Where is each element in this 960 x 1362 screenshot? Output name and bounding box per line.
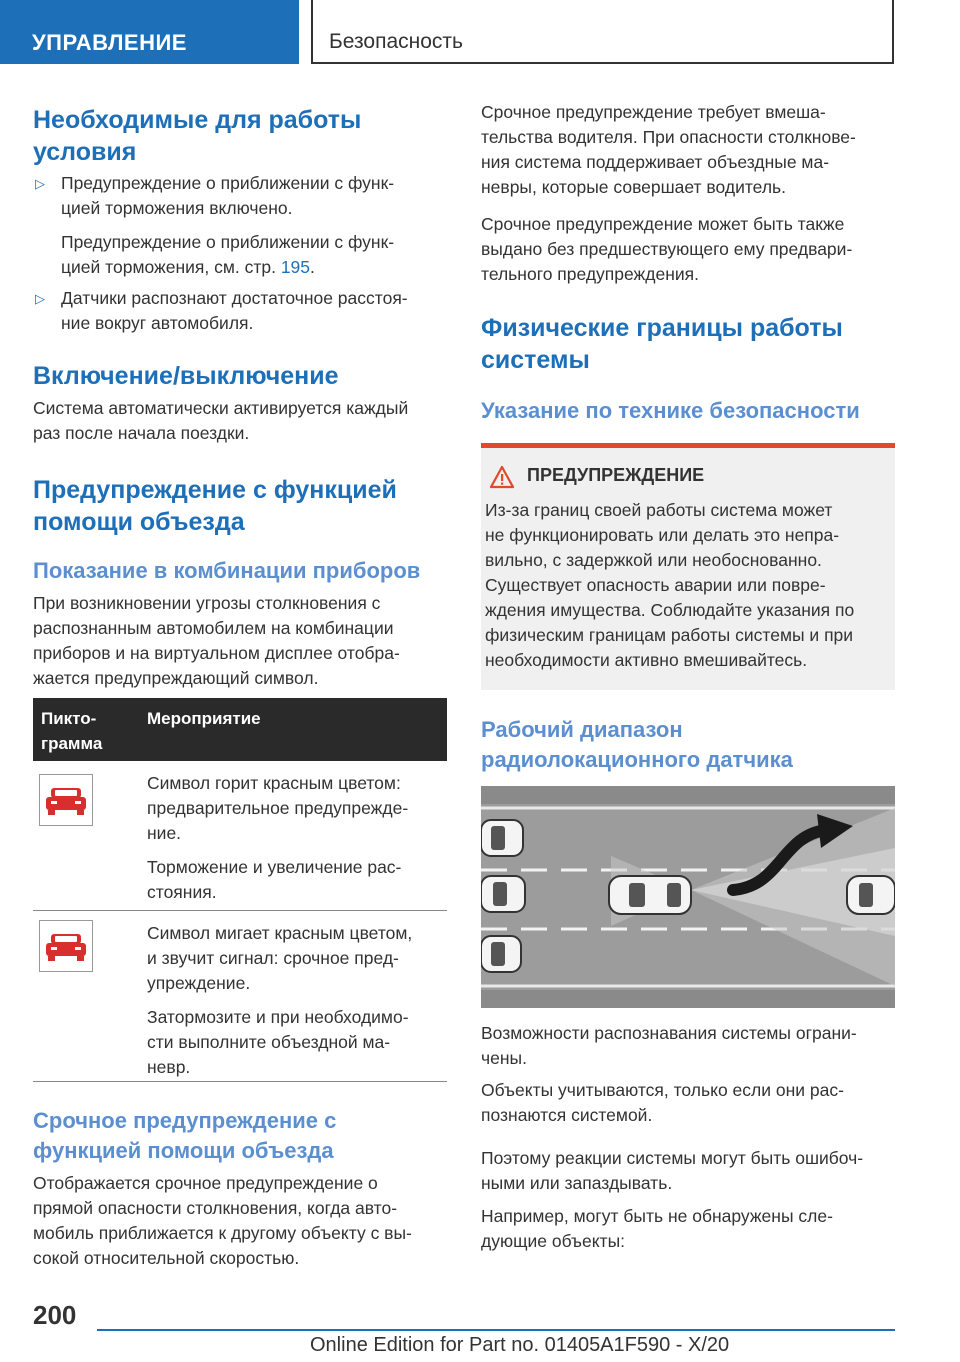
- chapter-title: Безопасность: [329, 30, 463, 53]
- warning-text: Из-за границ своей работы система может не функционировать или делать это непра- вильно, с задержкой или необоснованно. Существует опасность аварии или повре- ждения имущества. Соблюдайте указания по физическим границам работы системы и при необходимости активно вмешивайтесь.: [485, 500, 855, 670]
- radar-paragraph-2: Объекты учитываются, только если они рас- познаются системой.: [481, 1080, 844, 1125]
- page-link[interactable]: 195: [280, 257, 311, 277]
- radar-range-illustration: [481, 786, 895, 1008]
- heading-conditions: Необходимые для работы условия: [33, 106, 362, 166]
- bullet-triangle-icon: ▷: [35, 176, 45, 191]
- heading-onoff: Включение/выключение: [33, 362, 339, 390]
- page-number: 200: [33, 1300, 77, 1330]
- warning-triangle-icon: [489, 465, 515, 494]
- display-text: При возникновении угрозы столкновения с распознанным автомобилем на комбинации приборов и на виртуальном дисплее отобра- жается предупреждающий символ.: [33, 593, 400, 688]
- section-title: УПРАВЛЕНИЕ: [32, 30, 187, 55]
- heading-radar: Рабочий диапазон радиолокационного датчика: [481, 717, 793, 772]
- table-row-2-text: Символ мигает красным цветом, и звучит сигнал: срочное пред- упреждение. Затормозите и при необходимо- сти выполните объездной ма- невр.: [147, 923, 413, 1077]
- urgent-text: Отображается срочное предупреждение о прямой опасности столкновения, когда авто- мобиль приближается к другому объекту с вы- сокой относительной скоростью.: [33, 1173, 412, 1268]
- footer-divider: [97, 1329, 895, 1331]
- table-header: [33, 698, 447, 761]
- warning-box: [481, 443, 895, 690]
- table-divider: [33, 910, 447, 911]
- urgent-paragraph-1: Срочное предупреждение требует вмеша- тельства водителя. При опасности столкнове- ния система поддерживает объездные ма- невры, которые совершает водитель.: [481, 102, 856, 197]
- car-warning-icon: [39, 774, 93, 826]
- heading-safety: Указание по технике безопасности: [481, 398, 860, 423]
- heading-display: Показание в комбинации приборов: [33, 558, 421, 583]
- section-tab: [0, 0, 299, 64]
- table-row-1-text: Символ горит красным цветом: предварительное предупрежде- ние. Торможение и увеличение рас- стояния.: [147, 773, 409, 902]
- radar-paragraph-3: Поэтому реакции системы могут быть ошибоч- ными или запаздывать.: [481, 1148, 864, 1193]
- heading-warning-assist: Предупреждение с функцией помощи объезда: [33, 476, 397, 536]
- warning-title: ПРЕДУПРЕЖДЕНИЕ: [527, 465, 705, 485]
- col-action: Мероприятие: [147, 709, 261, 728]
- urgent-paragraph-2: Срочное предупреждение может быть также выдано без предшествующего ему предвари- тельного предупреждения.: [481, 214, 853, 284]
- radar-paragraph-4: Например, могут быть не обнаружены сле- дующие объекты:: [481, 1206, 833, 1251]
- table-divider: [33, 1081, 447, 1082]
- condition-item-1: Предупреждение о приближении с функ- цией торможения включено. Предупреждение о приближении с функ- цией торможения, см. стр. 195.: [61, 173, 395, 277]
- footer-edition: Online Edition for Part no. 01405A1F590 - X/20: [310, 1334, 730, 1356]
- heading-urgent: Срочное предупреждение с функцией помощи объезда: [33, 1108, 337, 1163]
- car-warning-icon: [39, 920, 93, 972]
- col-pictogram: Пикто- грамма: [41, 709, 103, 753]
- chapter-header: [311, 0, 894, 64]
- condition-item-2: Датчики распознают достаточное расстоя- ние вокруг автомобиля.: [61, 288, 408, 333]
- heading-limits: Физические границы работы системы: [481, 314, 843, 374]
- radar-paragraph-1: Возможности распознавания системы ограни- чены.: [481, 1023, 857, 1068]
- bullet-triangle-icon: ▷: [35, 291, 45, 306]
- onoff-text: Система автоматически активируется каждый раз после начала поездки.: [33, 398, 409, 443]
